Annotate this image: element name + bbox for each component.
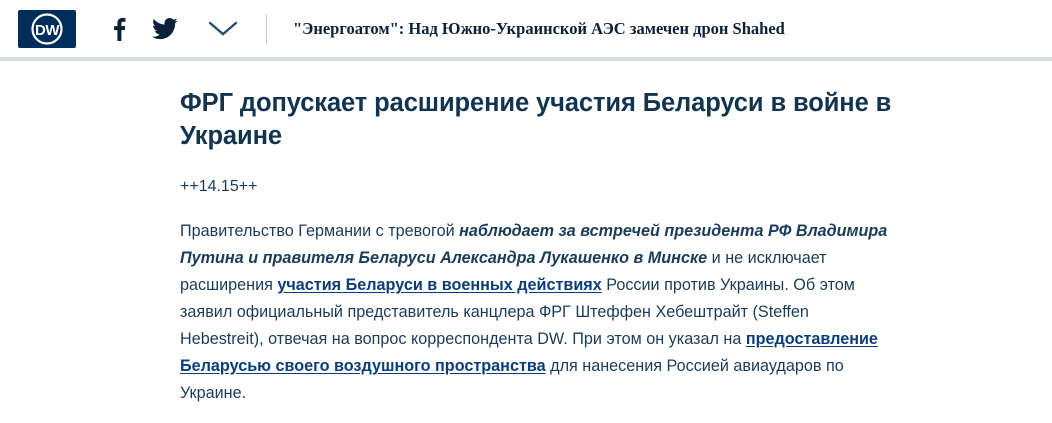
paragraph-text-1: Правительство Германии с тревогой — [180, 222, 460, 241]
social-links — [114, 17, 238, 41]
site-header — [0, 0, 1052, 57]
header-divider — [266, 14, 267, 44]
twitter-icon[interactable] — [152, 18, 178, 40]
article-paragraph — [180, 218, 892, 406]
paragraph-text-4: для нанесения Россией авиаударов по Украине. — [180, 356, 844, 402]
paragraph-text-2: и не исключает расширения — [180, 249, 827, 295]
inline-link-2[interactable]: предоставление Беларусью своего воздушного пространства — [180, 329, 878, 375]
paragraph-text-3: России против Украины. Об этом заявил официальный представитель канцлера ФРГ Штеффен Хебештрайт (Steffen Hebestreit), отвечая на вопрос корреспондента DW. При этом он указал на — [180, 276, 855, 348]
facebook-icon[interactable] — [114, 17, 126, 41]
timestamp: ++14.15++ — [180, 178, 258, 196]
article-body — [0, 61, 1052, 406]
page-title: ФРГ допускает расширение участия Беларуси в войне в Украине — [180, 89, 892, 150]
chevron-down-icon[interactable] — [208, 21, 238, 37]
inline-link-1[interactable]: участия Беларуси в военных действиях — [277, 276, 602, 295]
svg-text:DW: DW — [35, 21, 59, 39]
ticker-headline[interactable]: "Энергоатом": Над Южно-Украинской АЭС замечен дрон Shahed — [293, 18, 785, 38]
paragraph-emphasis-1: наблюдает за встречей президента РФ Владимира Путина и правителя Беларуси Александра Лукашенко в Минске — [180, 222, 888, 268]
dw-logo[interactable] — [18, 10, 76, 48]
